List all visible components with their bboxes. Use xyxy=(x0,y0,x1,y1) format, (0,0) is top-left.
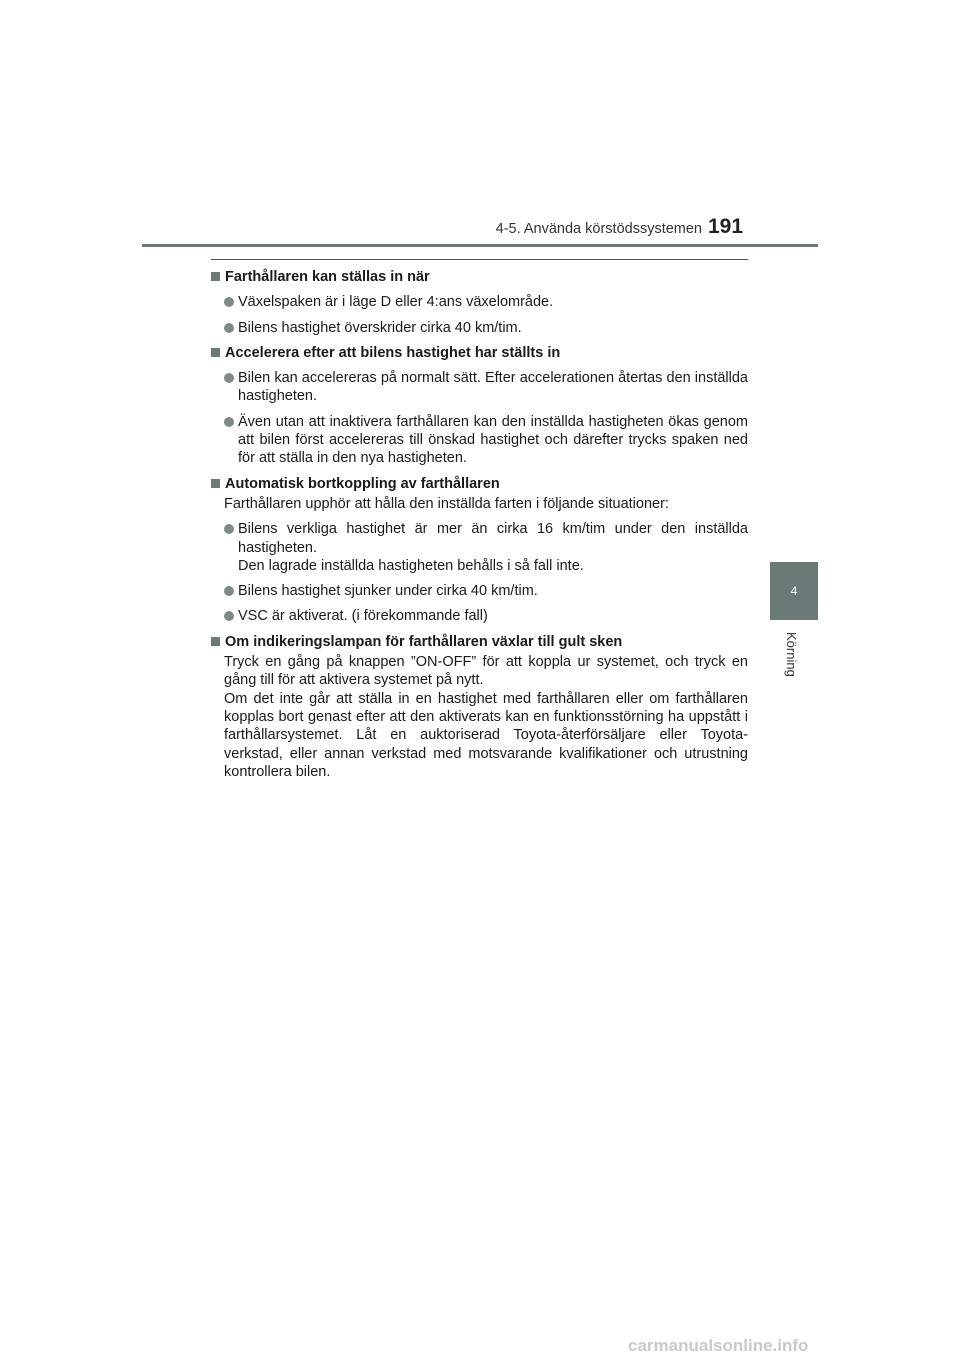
circle-bullet-icon xyxy=(224,297,234,307)
list-item: Bilen kan accelereras på normalt sätt. Efter accelerationen återtas den inställda hastigheten. xyxy=(211,369,748,406)
section-intro: Farthållaren upphör att hålla den inställda farten i följande situationer: xyxy=(224,495,669,512)
section-heading: Accelerera efter att bilens hastighet har ställts in xyxy=(211,344,748,362)
chapter-tab xyxy=(770,562,818,620)
circle-bullet-icon xyxy=(224,586,234,596)
list-item: Bilens verkliga hastighet är mer än cirka 16 km/tim under den inställda hastigheten. Den lagrade inställda hastigheten behålls i så fall inte. xyxy=(211,520,748,575)
circle-bullet-icon xyxy=(224,524,234,534)
circle-bullet-icon xyxy=(224,373,234,383)
circle-bullet-icon xyxy=(224,417,234,427)
list-item: Växelspaken är i läge D eller 4:ans växelområde. xyxy=(211,293,748,311)
section-title: 4-5. Använda körstödssystemen xyxy=(495,221,702,237)
section-heading: Automatisk bortkoppling av farthållaren xyxy=(211,475,748,493)
chapter-label: Körning xyxy=(784,632,799,677)
list-item: Även utan att inaktivera farthållaren kan den inställda hastigheten ökas genom att bilen först accelereras till önskad hastighet och därefter trycks spaken ned för att ställa in den nya hastigheten. xyxy=(211,413,748,468)
content-divider xyxy=(211,259,748,260)
circle-bullet-icon xyxy=(224,611,234,621)
list-item: Bilens hastighet överskrider cirka 40 km/tim. xyxy=(211,319,748,337)
square-bullet-icon xyxy=(211,272,220,281)
circle-bullet-icon xyxy=(224,323,234,333)
section-intro: Tryck en gång på knappen ”ON-OFF” för att koppla ur systemet, och tryck en gång till för att aktivera systemet på nytt. Om det inte går att ställa in en hastighet med farthållaren eller om farthållaren kopplas bort genast efter att den aktiverats kan en funktionsstörning ha uppstått i farthållarsystemet. Låt en auktoriserad Toyota-återförsäljare eller Toyota-verkstad, eller annan verkstad med motsvarande kvalifikationer och utrustning kontrollera bilen. xyxy=(224,654,748,780)
page-content xyxy=(211,268,748,781)
chapter-number: 4 xyxy=(790,584,798,598)
list-item: Bilens hastighet sjunker under cirka 40 km/tim. xyxy=(211,582,748,600)
list-item: VSC är aktiverat. (i förekommande fall) xyxy=(211,607,748,625)
watermark: carmanualsonline.info xyxy=(628,1336,809,1355)
square-bullet-icon xyxy=(211,348,220,357)
section-heading: Om indikeringslampan för farthållaren växlar till gult sken xyxy=(211,633,748,651)
square-bullet-icon xyxy=(211,479,220,488)
square-bullet-icon xyxy=(211,637,220,646)
header-divider xyxy=(142,244,818,247)
page-number: 191 xyxy=(708,215,744,238)
section-heading: Farthållaren kan ställas in när xyxy=(211,268,748,286)
